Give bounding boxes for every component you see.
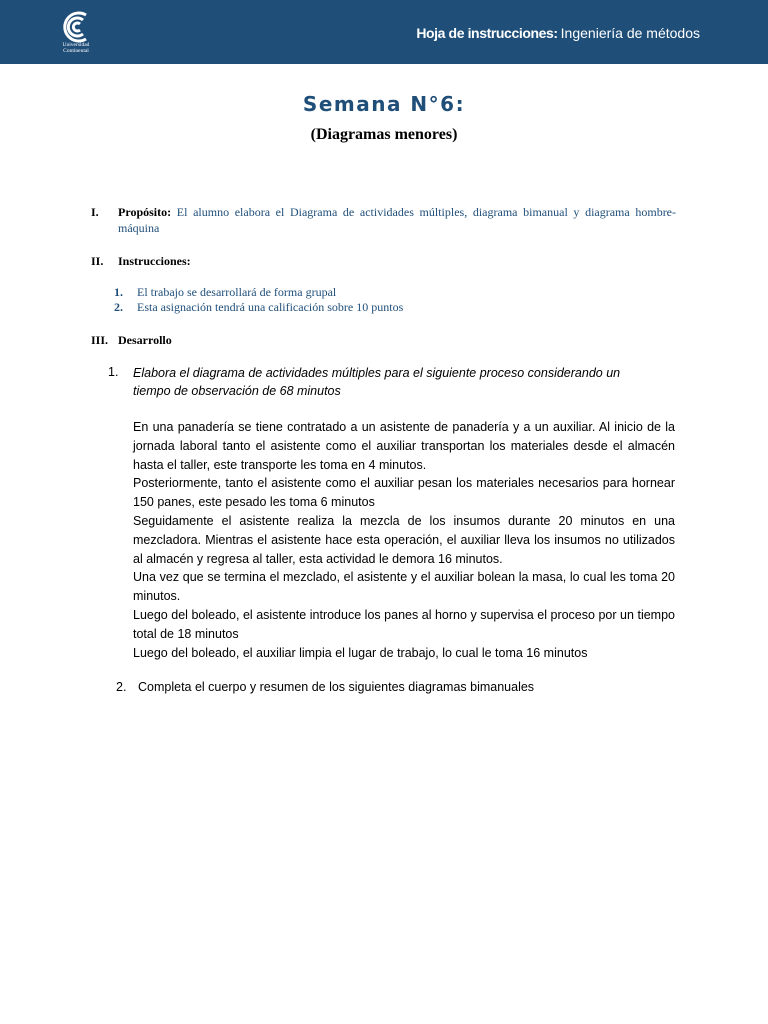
page-header <box>0 0 768 64</box>
logo-line: Universidad <box>62 42 90 48</box>
header-title <box>416 25 700 41</box>
header-title-course: Ingeniería de métodos <box>560 25 700 41</box>
process-paragraph: En una panadería se tiene contratado a un asistente de panadería y a un auxiliar. Al inicio de la jornada laboral tanto el asistente como el auxiliar transportan los materiales desde el almacén hasta el taller, este transporte les toma en 4 minutos. <box>133 420 675 472</box>
logo-text <box>50 42 102 54</box>
process-paragraph: Una vez que se termina el mezclado, el asistente y el auxiliar bolean la masa, lo cual les toma 20 minutos. <box>133 570 675 604</box>
process-paragraph: Posteriormente, tanto el asistente como el auxiliar pesan los materiales necesarios para hornear 150 panes, este pesado les toma 6 minutos <box>133 476 675 510</box>
instruction-number: 2. <box>114 300 123 314</box>
task-number: 1. <box>108 365 119 379</box>
instruction-text: El trabajo se desarrollará de forma grupal <box>137 285 337 299</box>
process-paragraph: Luego del boleado, el asistente introduce los panes al horno y supervisa el proceso por un tiempo total de 18 minutos <box>133 607 675 641</box>
task-number: 2. <box>116 680 127 694</box>
logo-line: Continental <box>63 48 89 54</box>
development-heading: Desarrollo <box>118 333 172 347</box>
page-title: Semana N°6: <box>302 92 466 116</box>
process-paragraph: Seguidamente el asistente realiza la mezcla de los insumos durante 20 minutos en una mezcladora. Mientras el asistente hace esta operación, el auxiliar lleva los insumos no utilizados al almacén y regresa al taller, esta actividad le demora 16 minutos. <box>133 513 675 566</box>
task-1-statement: Elabora el diagrama de actividades múltiples para el siguiente proceso considerando un tiempo de observación de 68 minutos <box>133 366 621 398</box>
task-2-statement: Completa el cuerpo y resumen de los siguientes diagramas bimanuales <box>138 680 535 694</box>
purpose-paragraph <box>118 204 676 236</box>
header-title-bold: Hoja de instrucciones: <box>416 25 558 41</box>
section-numeral-instructions: II. <box>91 254 104 268</box>
page-subtitle: (Diagramas menores) <box>310 126 458 143</box>
instructions-heading: Instrucciones: <box>118 254 191 268</box>
purpose-text: El alumno elabora el Diagrama de actividades múltiples, diagrama bimanual y diagrama hombre-máquina <box>118 205 677 235</box>
purpose-label: Propósito: <box>118 205 172 219</box>
process-description <box>133 418 675 662</box>
section-numeral-purpose: I. <box>91 205 99 219</box>
section-numeral-development: III. <box>91 333 109 347</box>
instruction-text: Esta asignación tendrá una calificación sobre 10 puntos <box>137 300 404 314</box>
process-paragraph: Luego del boleado, el auxiliar limpia el lugar de trabajo, lo cual le toma 16 minutos <box>133 645 588 660</box>
instruction-number: 1. <box>114 285 123 299</box>
